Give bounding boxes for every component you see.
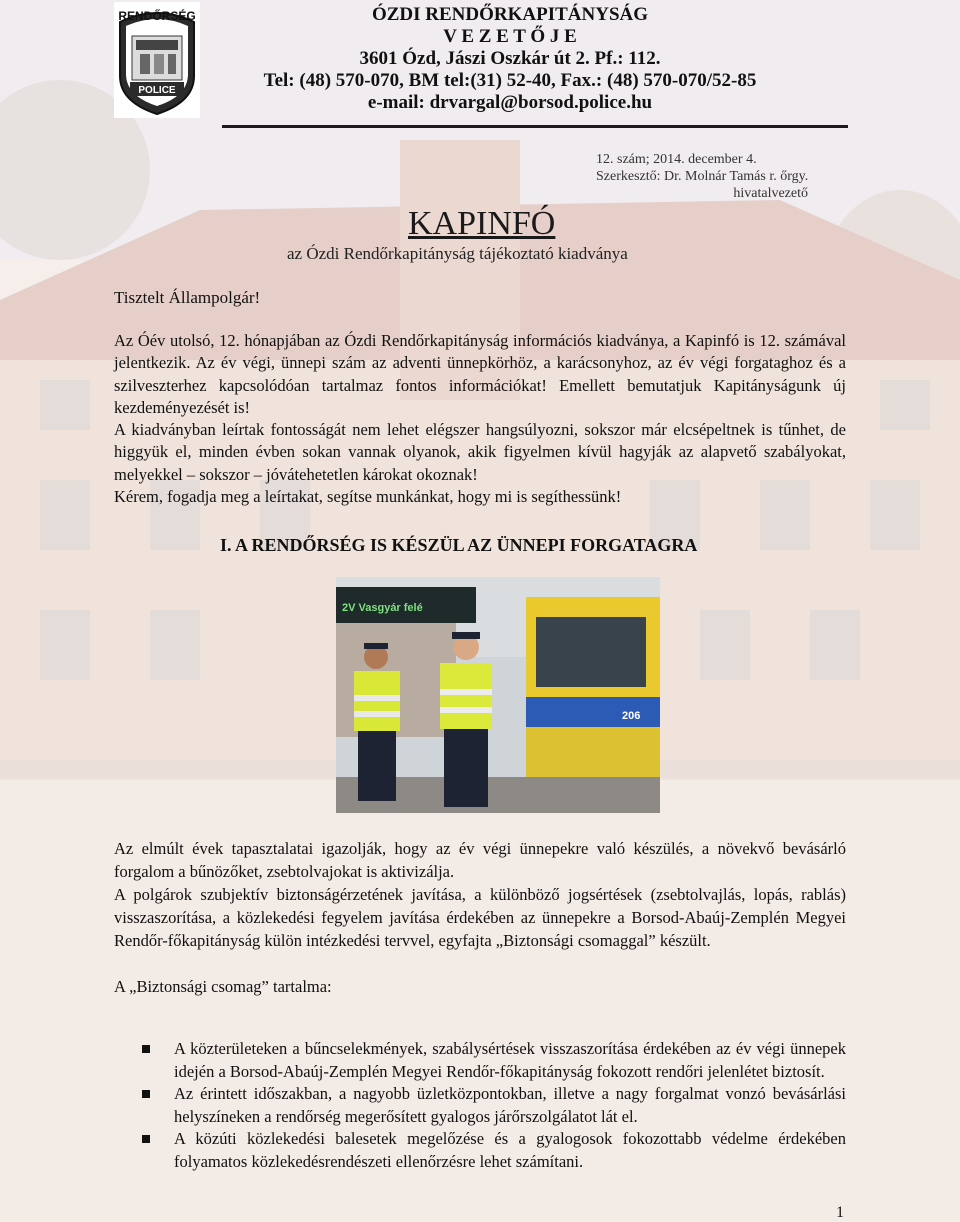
bullet-square-icon [142, 1045, 150, 1053]
org-address: 3601 Ózd, Jászi Oszkár út 2. Pf.: 112. [359, 48, 661, 69]
body-text [114, 837, 846, 998]
logo-top-text: RENDŐRSÉG [118, 9, 196, 23]
letterhead [220, 4, 800, 114]
list-item: Az érintett időszakban, a nagyobb üzletközpontokban, illetve a nagy forgalmat vonzó bevásárlási helyszíneken a rendőrség megerősített gyalogos járőrszolgálatot lát el. [114, 1083, 846, 1128]
security-package-list [114, 1038, 846, 1173]
body-paragraph-3: A „Biztonsági csomag” tartalma: [114, 977, 332, 996]
org-phones: Tel: (48) 570-070, BM tel:(31) 52-40, Fax.: (48) 570-070/52-85 [263, 70, 757, 91]
intro-paragraph-2: A kiadványban leírtak fontosságát nem lehet elégszer hangsúlyozni, sokszor már elcsépeltnek is tűnhet, de higgyük el, minden évben sokan vannak olyanok, akik figyelmen kívül hagyják az alapvető szabályokat, melyekkel – sokszor – jóvátehetetlen károkat okoznak! [114, 420, 846, 484]
section-heading: I. A RENDŐRSÉG IS KÉSZÜL AZ ÜNNEPI FORGATAGRA [220, 535, 698, 555]
header-divider [222, 125, 848, 128]
issue-number-date: 12. szám; 2014. december 4. [596, 152, 757, 167]
police-officers-tram-photo [336, 577, 660, 813]
intro-paragraph-3: Kérem, fogadja meg a leírtakat, segítse munkánkat, hogy mi is segíthessünk! [114, 487, 622, 507]
tram-sign-text: 2V Vasgyár felé [342, 602, 423, 614]
list-item: A közúti közlekedési balesetek megelőzése és a gyalogosok fokozottabb védelme érdekében folyamatos közlekedésrendészeti ellenőrzésre lehet számítani. [114, 1128, 846, 1173]
body-paragraph-1: Az elmúlt évek tapasztalatai igazolják, hogy az év végi ünnepekre való készülés, a növekvő bevásárló forgalom a bűnözőket, zsebtolvajokat is aktivizálja. [114, 839, 846, 881]
org-subtitle: V E Z E T Ő J E [443, 26, 577, 47]
bullet-square-icon [142, 1090, 150, 1098]
org-name: ÓZDI RENDŐRKAPITÁNYSÁG [371, 4, 649, 25]
bullet-square-icon [142, 1135, 150, 1143]
issue-editor: Szerkesztő: Dr. Molnár Tamás r. őrgy. [596, 169, 809, 184]
intro-text [114, 330, 846, 508]
intro-paragraph-1: Az Óév utolsó, 12. hónapjában az Ózdi Rendőrkapitányság információs kiadványa, a Kapinfó is 12. számával jelentkezik. Az év végi, ünnepi szám az adventi ünnepkörhöz, a karácsonyhoz, az év végi forgataghoz és a szilveszterhez kapcsolódóan tartalmaz fontos információkat! Emellett bemutatjuk Kapitányságunk új kezdeményezését is! [114, 331, 846, 417]
newsletter-title: KAPINFÓ [408, 205, 556, 242]
page-number: 1 [836, 1204, 844, 1221]
newsletter-subtitle: az Ózdi Rendőrkapitányság tájékoztató kiadványa [287, 244, 628, 263]
issue-editor-role: hivatalvezető [733, 186, 808, 201]
tram-number: 206 [622, 710, 641, 722]
org-email: e-mail: drvargal@borsod.police.hu [367, 92, 653, 113]
list-item: A közterületeken a bűncselekmények, szabálysértések visszaszorítása érdekében az év végi ünnepek idején a Borsod-Abaúj-Zemplén Megyei Rendőr-főkapitányság fokozott rendőri jelenlétet biztosít. [114, 1038, 846, 1083]
police-badge-logo [114, 2, 200, 118]
logo-bottom-text: POLICE [138, 85, 176, 96]
body-paragraph-2: A polgárok szubjektív biztonságérzetének javítása, a különböző jogsértések (zsebtolvajlás, lopás, rablás) visszaszorítása, a közlekedési fegyelem javítása érdekében az ünnepekre a Borsod-Abaúj-Zemplén Megyei Rendőr-főkapitányság külön intézkedési tervvel, egyfajta „Biztonsági csomaggal” készült. [114, 885, 846, 950]
greeting: Tisztelt Állampolgár! [114, 288, 261, 307]
issue-info [596, 151, 828, 202]
